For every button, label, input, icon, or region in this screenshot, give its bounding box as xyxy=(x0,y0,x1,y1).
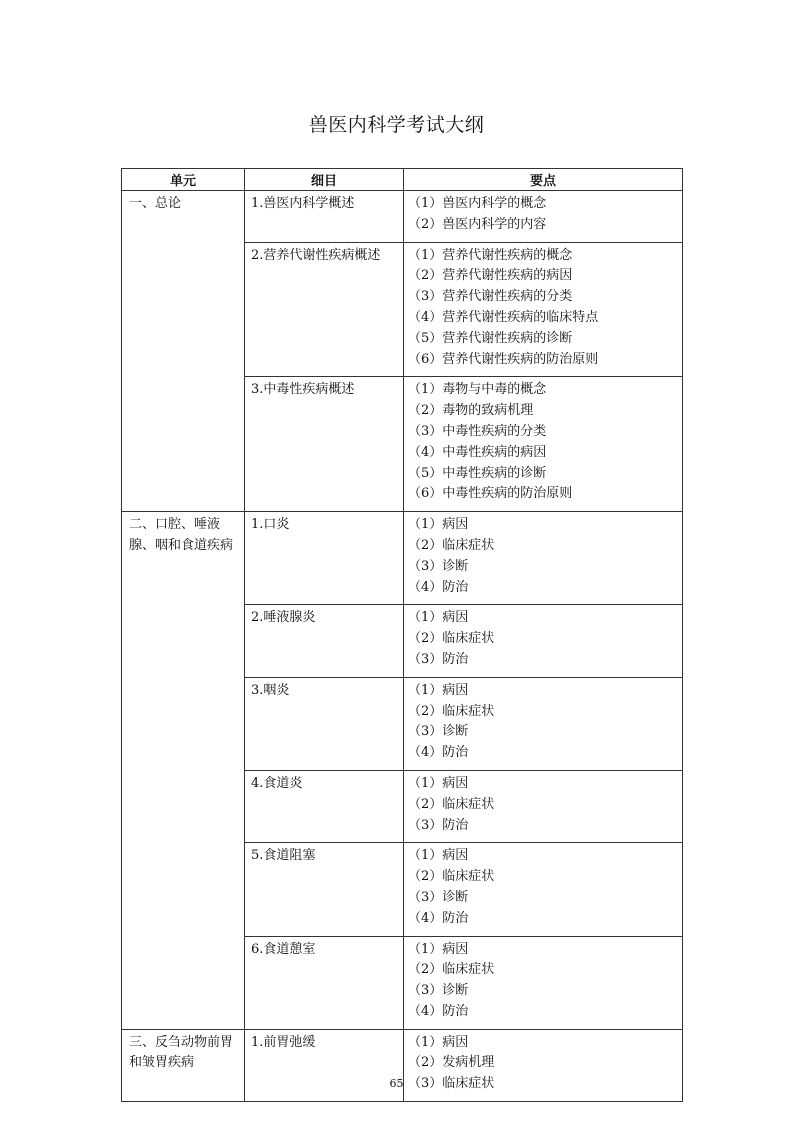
point-item: （4）防治 xyxy=(408,910,469,926)
document-title: 兽医内科学考试大纲 xyxy=(308,114,485,136)
point-item: （4）防治 xyxy=(408,1003,469,1019)
point-item: （4）营养代谢性疾病的临床特点 xyxy=(408,309,599,325)
unit-cell: 二、口腔、唾液腺、咽和食道疾病 xyxy=(122,512,245,1030)
point-item: （2）发病机理 xyxy=(408,1055,495,1071)
point-item: （2）毒物的致病机理 xyxy=(408,403,534,419)
detail-cell: 1.前胃弛缓 xyxy=(245,1029,404,1101)
detail-cell: 4.食道炎 xyxy=(245,770,404,842)
point-item: （3）中毒性疾病的分类 xyxy=(408,423,547,439)
detail-cell: 3.咽炎 xyxy=(245,677,404,770)
detail-cell: 2.唾液腺炎 xyxy=(245,605,404,677)
points-cell xyxy=(404,512,683,605)
table-row xyxy=(122,1029,683,1101)
point-item: （1）兽医内科学的概念 xyxy=(408,196,547,211)
point-item: （4）中毒性疾病的病因 xyxy=(408,444,547,460)
point-item: （1）病因 xyxy=(408,610,469,626)
points-cell xyxy=(404,377,683,512)
point-item: （3）防治 xyxy=(408,817,469,833)
table-header-row xyxy=(122,169,683,191)
point-item: （2）临床症状 xyxy=(408,796,495,812)
header-unit: 单元 xyxy=(122,169,245,191)
point-item: （6）中毒性疾病的防治原则 xyxy=(408,486,573,502)
detail-cell: 5.食道阻塞 xyxy=(245,843,404,936)
point-item: （5）营养代谢性疾病的诊断 xyxy=(408,330,573,346)
header-detail: 细目 xyxy=(245,169,404,191)
page-number: 65 xyxy=(389,1077,404,1090)
point-item: （3）营养代谢性疾病的分类 xyxy=(408,289,573,305)
table-row xyxy=(122,191,683,243)
point-item: （1）病因 xyxy=(408,941,469,957)
point-item: （2）营养代谢性疾病的病因 xyxy=(408,268,573,284)
points-cell xyxy=(404,605,683,677)
point-item: （5）中毒性疾病的诊断 xyxy=(408,465,547,481)
points-cell xyxy=(404,936,683,1029)
point-item: （1）病因 xyxy=(408,682,469,698)
point-item: （4）防治 xyxy=(408,579,469,595)
point-item: （2）临床症状 xyxy=(408,631,495,647)
point-item: （1）病因 xyxy=(408,848,469,864)
point-item: （1）病因 xyxy=(408,775,469,791)
point-item: （1）病因 xyxy=(408,1034,469,1050)
point-item: （1）毒物与中毒的概念 xyxy=(408,382,547,398)
header-points: 要点 xyxy=(404,169,683,191)
points-cell xyxy=(404,191,683,243)
points-cell xyxy=(404,770,683,842)
detail-cell: 1.兽医内科学概述 xyxy=(245,191,404,243)
syllabus-table xyxy=(121,168,683,1102)
point-item: （3）诊断 xyxy=(408,724,469,740)
detail-cell: 3.中毒性疾病概述 xyxy=(245,377,404,512)
points-cell xyxy=(404,242,683,377)
point-item: （3）诊断 xyxy=(408,889,469,905)
point-item: （3）诊断 xyxy=(408,558,469,574)
points-cell xyxy=(404,843,683,936)
unit-cell: 三、反刍动物前胃和皱胃疾病 xyxy=(122,1029,245,1101)
point-item: （6）营养代谢性疾病的防治原则 xyxy=(408,351,599,367)
point-item: （3）诊断 xyxy=(408,983,469,999)
point-item: （2）兽医内科学的内容 xyxy=(408,216,547,232)
detail-cell: 1.口炎 xyxy=(245,512,404,605)
point-item: （2）临床症状 xyxy=(408,869,495,885)
point-item: （2）临床症状 xyxy=(408,537,495,553)
unit-cell: 一、总论 xyxy=(122,191,245,512)
point-item: （1）营养代谢性疾病的概念 xyxy=(408,247,573,263)
point-item: （4）防治 xyxy=(408,745,469,761)
point-item: （3）临床症状 xyxy=(408,1076,495,1092)
points-cell xyxy=(404,677,683,770)
point-item: （2）临床症状 xyxy=(408,962,495,978)
table-row xyxy=(122,512,683,605)
point-item: （3）防治 xyxy=(408,651,469,667)
detail-cell: 2.营养代谢性疾病概述 xyxy=(245,242,404,377)
points-cell xyxy=(404,1029,683,1101)
point-item: （1）病因 xyxy=(408,517,469,533)
point-item: （2）临床症状 xyxy=(408,703,495,719)
detail-cell: 6.食道憩室 xyxy=(245,936,404,1029)
